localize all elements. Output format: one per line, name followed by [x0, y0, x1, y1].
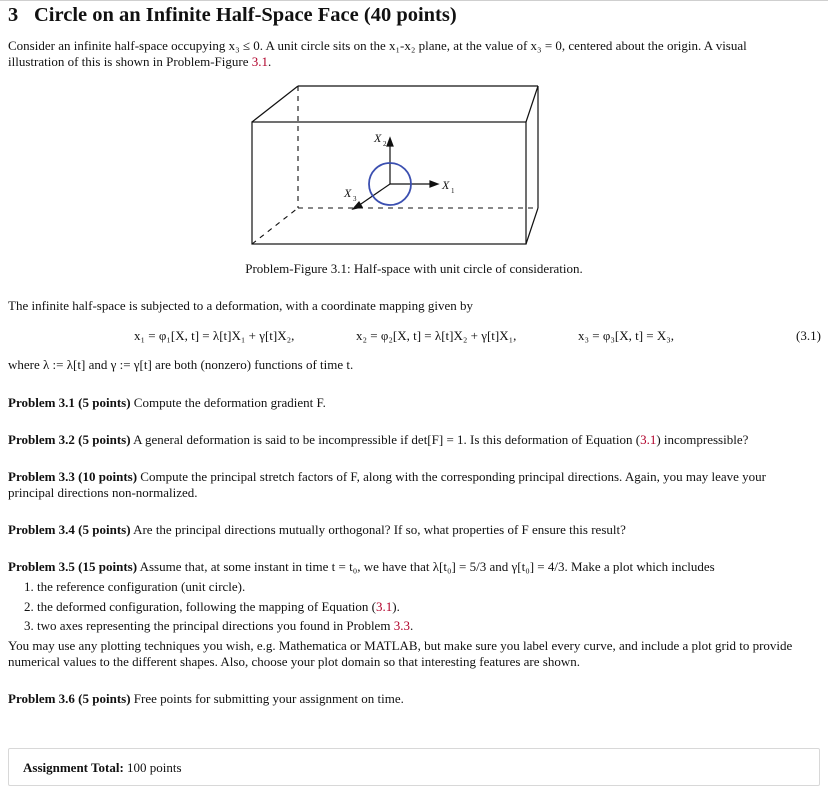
problem-3-1 [8, 395, 326, 411]
label-x2-sub: 2 [383, 140, 387, 148]
equation-number: (3.1) [796, 328, 821, 343]
list-text-end: . [409, 618, 414, 633]
box-top-right-edge [526, 86, 538, 122]
intro-period: . [268, 54, 272, 69]
problem-points: (5 points) [78, 395, 131, 410]
list-text: the deformed configuration, following the mapping of Equation ( [37, 599, 376, 614]
box-bottom-right-edge [526, 208, 538, 244]
equation-ref-link[interactable]: 3.1 [376, 599, 393, 614]
total-value: 100 points [123, 760, 182, 775]
problem-text: Compute the principal stretch factors of F, along with the corresponding principal directions. Again, you may leave your [137, 469, 766, 484]
list-num: 2. [24, 599, 34, 614]
problem-label: Problem 3.3 [8, 469, 75, 484]
box-hidden-diagonal-edge [252, 208, 298, 244]
equation-x3: x₃ = φ₃[X, t] = X₃, [578, 328, 675, 343]
list-num: 1. [24, 579, 34, 594]
equation-ref-link[interactable]: 3.1 [640, 432, 657, 447]
problem-points: (10 points) [78, 469, 138, 484]
axis-x2-arrowhead [387, 138, 393, 146]
problem-3-3-cont: principal directions non-normalized. [8, 485, 198, 500]
problem-3-5 [8, 559, 715, 575]
label-x1-sub: 1 [451, 187, 455, 195]
figure-caption: Problem-Figure 3.1: Half-space with unit circle of consideration. [245, 261, 583, 276]
list-text: the reference configuration (unit circle). [37, 579, 246, 594]
figure-ref-link[interactable]: 3.1 [251, 54, 268, 69]
half-space-figure [240, 78, 540, 258]
problem-points: (15 points) [78, 559, 138, 574]
problem-3-2 [8, 432, 748, 448]
problem-text: Assume that, at some instant in time t = t₀, we have that λ[t₀] = 5/3 and γ[t₀] = 4/3. Make a plot which includes [137, 559, 715, 574]
problem-points: (5 points) [78, 522, 131, 537]
section-number: 3 [8, 4, 19, 26]
list-text-end: ). [392, 599, 400, 614]
intro-line-1: Consider an infinite half-space occupying x₃ ≤ 0. A unit circle sits on the x₁-x₂ plane, at the value of x₃ = 0, centered about the origin. A visual [8, 38, 747, 53]
problem-3-6 [8, 691, 404, 707]
label-x3: X [344, 186, 352, 200]
label-x2: X [374, 131, 382, 145]
problem-text: Free points for submitting your assignment on time. [130, 691, 404, 706]
section-title [8, 4, 457, 27]
box-top-left-edge [252, 86, 298, 122]
problem-text: Are the principal directions mutually orthogonal? If so, what properties of F ensure this result? [130, 522, 626, 537]
problem-3-4 [8, 522, 626, 538]
problem-points: (5 points) [78, 691, 131, 706]
where-line: where λ := λ[t] and γ := γ[t] are both (nonzero) functions of time t. [8, 357, 354, 372]
total-label: Assignment Total: [23, 760, 124, 775]
problem-3-5-after-1: You may use any plotting techniques you wish, e.g. Mathematica or MATLAB, but make sure you label every curve, and include a plot grid to provide [8, 638, 793, 653]
intro-line-2 [8, 54, 271, 70]
problem-3-5-after-2: numerical values to the different shapes. Also, choose your plot domain so that interesting features are shown. [8, 654, 580, 669]
problem-label: Problem 3.1 [8, 395, 75, 410]
problem-3-3 [8, 469, 766, 485]
problem-text: A general deformation is said to be incompressible if det[F] = 1. Is this deformation of Equation ( [130, 432, 641, 447]
list-item [24, 579, 245, 595]
assignment-total-box [8, 748, 820, 786]
problem-label: Problem 3.2 [8, 432, 75, 447]
equation-x2: x₂ = φ₂[X, t] = λ[t]X₂ + γ[t]X₁, [356, 328, 517, 343]
section-title-text: Circle on an Infinite Half-Space Face (40 points) [34, 4, 457, 26]
problem-label: Problem 3.6 [8, 691, 75, 706]
list-num: 3. [24, 618, 34, 633]
problem-text-end: ) incompressible? [656, 432, 749, 447]
problem-ref-link[interactable]: 3.3 [393, 618, 410, 633]
problem-label: Problem 3.5 [8, 559, 75, 574]
problem-label: Problem 3.4 [8, 522, 75, 537]
label-x3-sub: 3 [353, 195, 357, 203]
intro-text: illustration of this is shown in Problem-Figure [8, 54, 252, 69]
problem-text: Compute the deformation gradient F. [130, 395, 326, 410]
assignment-total [23, 760, 182, 776]
top-rule [0, 0, 828, 1]
problem-points: (5 points) [78, 432, 131, 447]
list-item [24, 618, 413, 634]
label-x1: X [442, 178, 450, 192]
deformation-intro: The infinite half-space is subjected to a deformation, with a coordinate mapping given by [8, 298, 473, 313]
axis-x1-arrowhead [430, 181, 438, 187]
equation-x1: x₁ = φ₁[X, t] = λ[t]X₁ + γ[t]X₂, [134, 328, 295, 343]
list-text: two axes representing the principal directions you found in Problem [37, 618, 394, 633]
axis-x3-line [358, 184, 390, 206]
list-item [24, 599, 400, 615]
